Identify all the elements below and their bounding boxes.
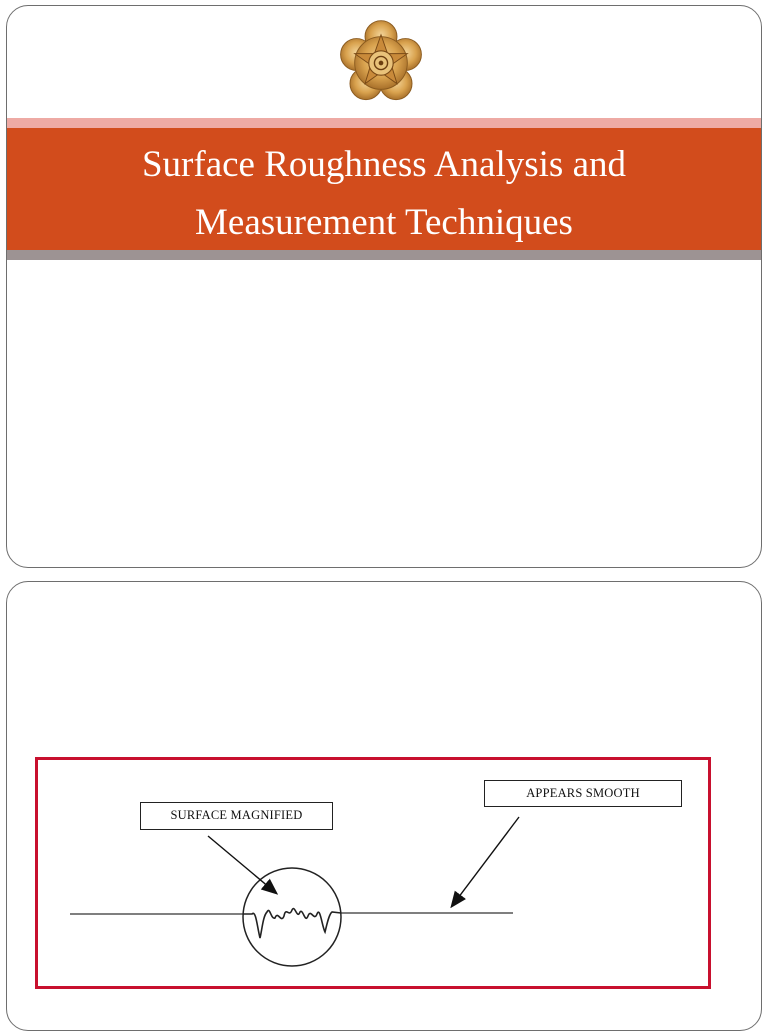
university-emblem-icon (334, 16, 428, 110)
slide-title-line-2: Measurement Techniques (195, 202, 573, 243)
slide-title-line-1: Surface Roughness Analysis and (141, 144, 627, 185)
magnifier-circle (243, 868, 341, 966)
figure-slide (6, 581, 762, 1031)
appears-smooth-label: APPEARS SMOOTH (484, 780, 682, 807)
magnified-arrow (208, 836, 276, 893)
slide-title (7, 136, 761, 252)
title-slide (6, 5, 762, 568)
title-band-top-stripe (7, 118, 761, 128)
smooth-arrow (452, 817, 519, 906)
surface-magnified-label: SURFACE MAGNIFIED (140, 802, 333, 830)
surface-roughness-figure (35, 757, 711, 989)
